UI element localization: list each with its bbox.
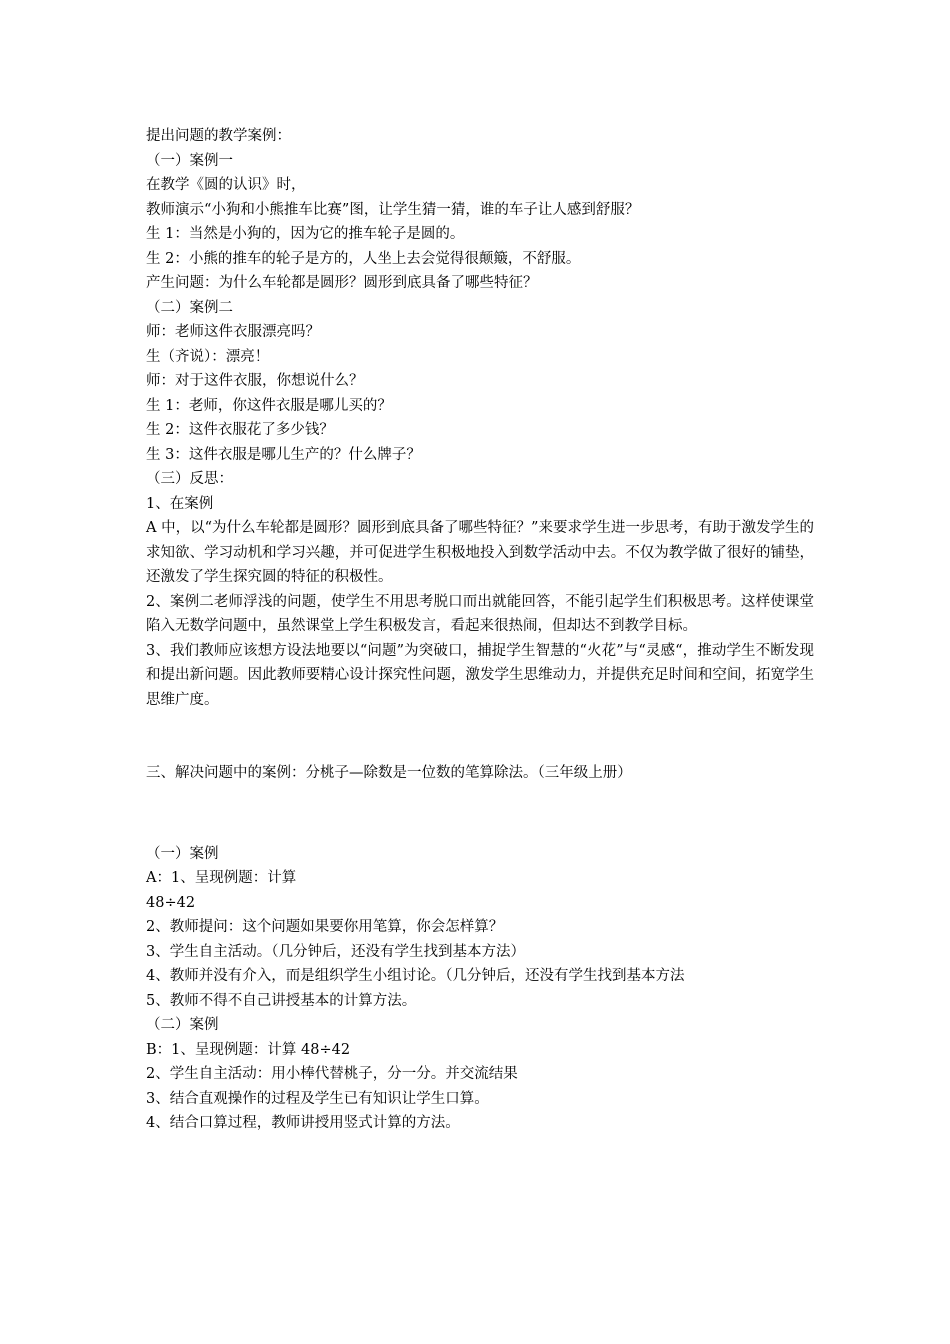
text-line: 产生问题：为什么车轮都是圆形？圆形到底具备了哪些特征？ bbox=[146, 275, 538, 291]
text-line: 5、教师不得不自己讲授基本的计算方法。 bbox=[146, 992, 417, 1009]
text-line: 师：对于这件衣服，你想说什么？ bbox=[146, 373, 364, 389]
text-line: 在教学《圆的认识》时， bbox=[146, 177, 306, 193]
reflection-paragraph: A 中，以“为什么车轮都是圆形？圆形到底具备了哪些特征？”来要求学生进一步思考，有助于激发学生的求知欲、学习动机和学习兴趣，并可促进学生积极地投入到数学活动中去。不仅为教学做了很好的铺垫，还激发了学生探究圆的特征的积极性。 bbox=[146, 520, 814, 585]
text-line: 生（齐说）：漂亮！ bbox=[146, 348, 270, 365]
reflection-heading: （三）反思： bbox=[146, 471, 233, 487]
text-line: 教师演示“小狗和小熊推车比赛”图，让学生猜一猜，谁的车子让人感到舒服？ bbox=[146, 201, 640, 218]
text-line: 4、教师并没有介入，而是组织学生小组讨论。（几分钟后，还没有学生找到基本方法 bbox=[146, 968, 685, 984]
case-heading: （一）案例一 bbox=[146, 152, 233, 169]
text-line: B：1、呈现例题：计算 48÷42 bbox=[146, 1041, 351, 1058]
text-line: 生 3：这件衣服是哪儿生产的？什么牌子？ bbox=[146, 446, 421, 463]
text-line: 3、学生自主活动。（几分钟后，还没有学生找到基本方法） bbox=[146, 943, 525, 960]
text-line: 4、结合口算过程，教师讲授用竖式计算的方法。 bbox=[146, 1115, 460, 1131]
text-line: 师：老师这件衣服漂亮吗？ bbox=[146, 324, 320, 340]
text-line: 生 2：这件衣服花了多少钱？ bbox=[146, 422, 334, 438]
document-body bbox=[146, 124, 814, 1136]
spacer bbox=[146, 786, 814, 842]
section-title: 三、解决问题中的案例：分桃子—除数是一位数的笔算除法。（三年级上册） bbox=[146, 765, 632, 781]
text-line: 2、教师提问：这个问题如果要你用笔算，你会怎样算？ bbox=[146, 919, 504, 935]
reflection-paragraph: 3、我们教师应该想方设法地要以“问题”为突破口，捕捉学生智慧的“火花”与“灵感“，推动学生不断发现和提出新问题。因此教师要精心设计探究性问题，激发学生思维动力，并提供充足时间和空间，拓宽学生思维广度。 bbox=[146, 642, 814, 708]
reflection-paragraph: 2、案例二老师浮浅的问题，使学生不用思考脱口而出就能回答，不能引起学生们积极思考。这样使课堂陷入无数学问题中，虽然课堂上学生积极发言，看起来很热闹，但却达不到教学目标。 bbox=[146, 593, 814, 634]
text-line: 生 1：当然是小狗的，因为它的推车轮子是圆的。 bbox=[146, 226, 465, 242]
text-line: A：1、呈现例题：计算 bbox=[146, 870, 297, 886]
text-line: 生 1：老师，你这件衣服是哪儿买的？ bbox=[146, 397, 392, 414]
text-line: 2、学生自主活动：用小棒代替桃子，分一分。并交流结果 bbox=[146, 1066, 518, 1082]
case-heading: （二）案例二 bbox=[146, 299, 233, 316]
text-line: 3、结合直观操作的过程及学生已有知识让学生口算。 bbox=[146, 1090, 489, 1107]
text-line: 48÷42 bbox=[146, 894, 196, 911]
reflection-item-lead: 1、在案例 bbox=[146, 495, 214, 512]
case-heading: （二）案例 bbox=[146, 1017, 219, 1033]
case-heading: （一）案例 bbox=[146, 845, 219, 862]
text-line: 生 2：小熊的推车的轮子是方的，人坐上去会觉得很颠簸，不舒服。 bbox=[146, 250, 581, 267]
section-title: 提出问题的教学案例： bbox=[146, 128, 291, 144]
spacer bbox=[146, 712, 814, 761]
